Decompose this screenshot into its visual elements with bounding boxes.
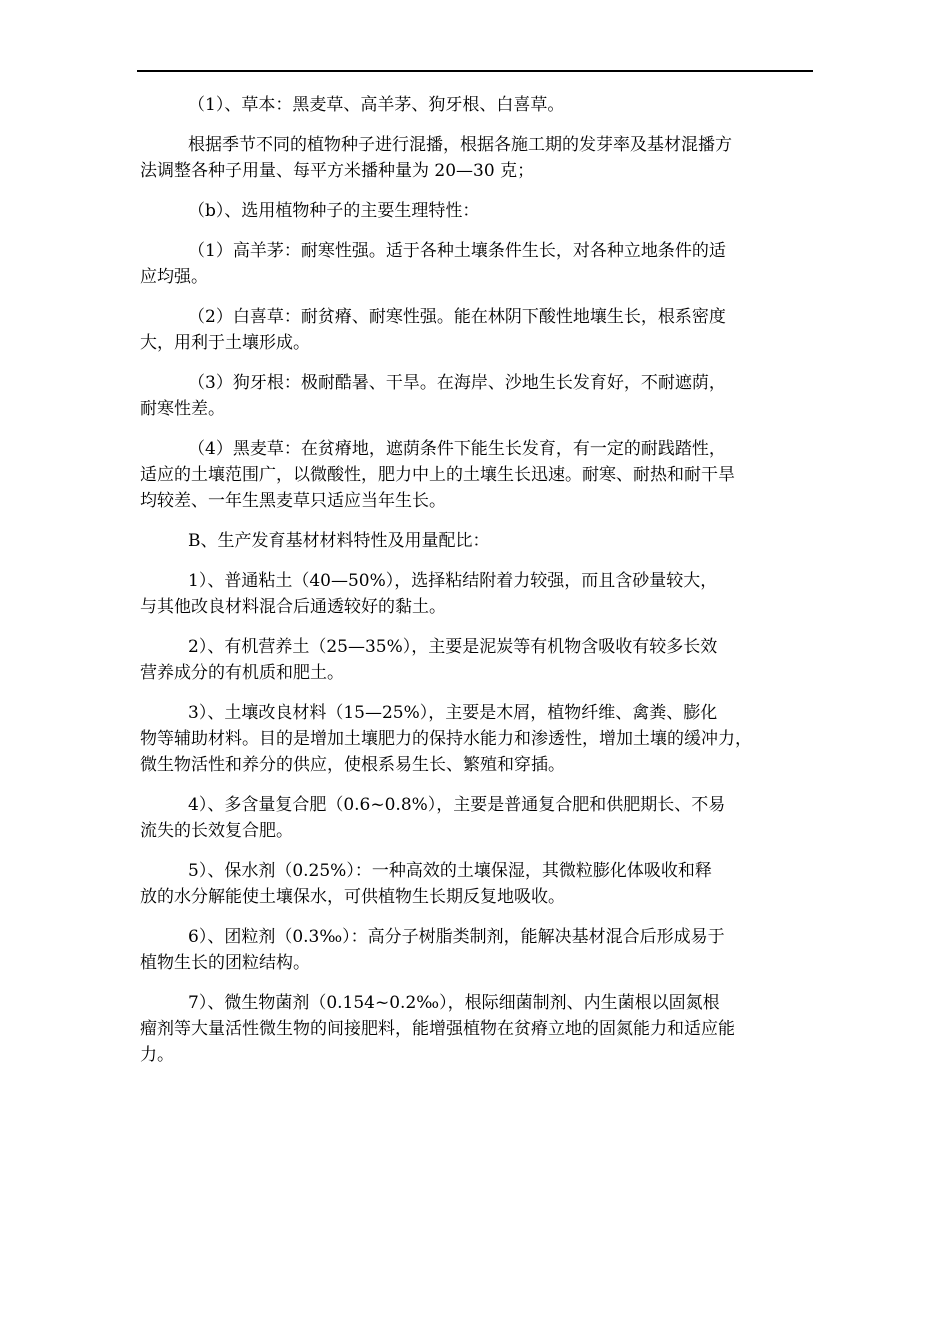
header-rule (137, 70, 813, 72)
paragraph-aggregate-agent (140, 924, 830, 976)
text-line: B、生产发育基材材料特性及用量配比： (188, 531, 490, 551)
paragraph-section-b-heading (140, 198, 830, 224)
text-line: （2）白喜草：耐贫瘠、耐寒性强。能在林阴下酸性地壤生长，根系密度 (188, 307, 726, 327)
text-line: 1）、普通粘土（40—50%），选择粘结附着力较强，而且含砂量较大， (188, 571, 718, 591)
text-line: 放的水分解能使土壤保水，可供植物生长期反复地吸收。 (140, 887, 565, 907)
text-line: 6）、团粒剂（0.3‰）：高分子树脂类制剂，能解决基材混合后形成易于 (188, 927, 725, 947)
paragraph-seed-mixing (140, 132, 830, 184)
text-line: 大，用利于土壤形成。 (140, 333, 310, 353)
text-line: 根据季节不同的植物种子进行混播，根据各施工期的发芽率及基材混播方 (188, 135, 732, 155)
text-line: 应均强。 (140, 267, 208, 287)
text-line: 耐寒性差。 (140, 399, 225, 419)
text-line: 适应的土壤范围广，以微酸性，肥力中上的土壤生长迅速。耐寒、耐热和耐干旱 (140, 465, 735, 485)
text-line: 物等辅助材料。目的是增加土壤肥力的保持水能力和渗透性，增加土壤的缓冲力， (140, 729, 752, 749)
paragraph-white-grass (140, 304, 830, 356)
text-line: 与其他改良材料混合后通透较好的黏土。 (140, 597, 446, 617)
text-line: （1）高羊茅：耐寒性强。适于各种土壤条件生长，对各种立地条件的适 (188, 241, 726, 261)
text-line: 7）、微生物菌剂（0.154~0.2‰），根际细菌制剂、内生菌根以固氮根 (188, 993, 720, 1013)
paragraph-microbial-agent (140, 990, 830, 1068)
text-line: （1）、草本：黑麦草、高羊茅、狗牙根、白喜草。 (188, 95, 565, 115)
paragraph-tall-fescue (140, 238, 830, 290)
text-line: 3）、土壤改良材料（15—25%），主要是木屑，植物纤维、禽粪、膨化 (188, 703, 718, 723)
text-line: 植物生长的团粒结构。 (140, 953, 310, 973)
paragraph-soil-improver (140, 700, 830, 778)
text-line: 5）、保水剂（0.25%）：一种高效的土壤保湿，其微粒膨化体吸收和释 (188, 861, 712, 881)
paragraph-ryegrass (140, 436, 830, 514)
paragraph-section-b2-heading (140, 528, 830, 554)
text-line: （4）黑麦草：在贫瘠地，遮荫条件下能生长发育，有一定的耐践踏性， (188, 439, 726, 459)
text-line: 微生物活性和养分的供应，使根系易生长、繁殖和穿插。 (140, 755, 565, 775)
paragraph-compound-fertilizer (140, 792, 830, 844)
text-line: 法调整各种子用量、每平方米播种量为 20—30 克； (140, 161, 535, 181)
paragraph-water-retainer (140, 858, 830, 910)
paragraph-herbs (140, 92, 830, 118)
text-line: 营养成分的有机质和肥土。 (140, 663, 344, 683)
text-line: 4）、多含量复合肥（0.6~0.8%），主要是普通复合肥和供肥期长、不易 (188, 795, 726, 815)
text-line: 瘤剂等大量活性微生物的间接肥料，能增强植物在贫瘠立地的固氮能力和适应能 (140, 1019, 735, 1039)
document-body (140, 92, 830, 1082)
paragraph-clay (140, 568, 830, 620)
text-line: 2）、有机营养土（25—35%），主要是泥炭等有机物含吸收有较多长效 (188, 637, 718, 657)
paragraph-organic-soil (140, 634, 830, 686)
text-line: （b）、选用植物种子的主要生理特性： (188, 201, 480, 221)
text-line: 力。 (140, 1045, 174, 1065)
text-line: 流失的长效复合肥。 (140, 821, 293, 841)
text-line: 均较差、一年生黑麦草只适应当年生长。 (140, 491, 446, 511)
paragraph-bermuda-grass (140, 370, 830, 422)
text-line: （3）狗牙根：极耐酷暑、干旱。在海岸、沙地生长发育好，不耐遮荫， (188, 373, 726, 393)
